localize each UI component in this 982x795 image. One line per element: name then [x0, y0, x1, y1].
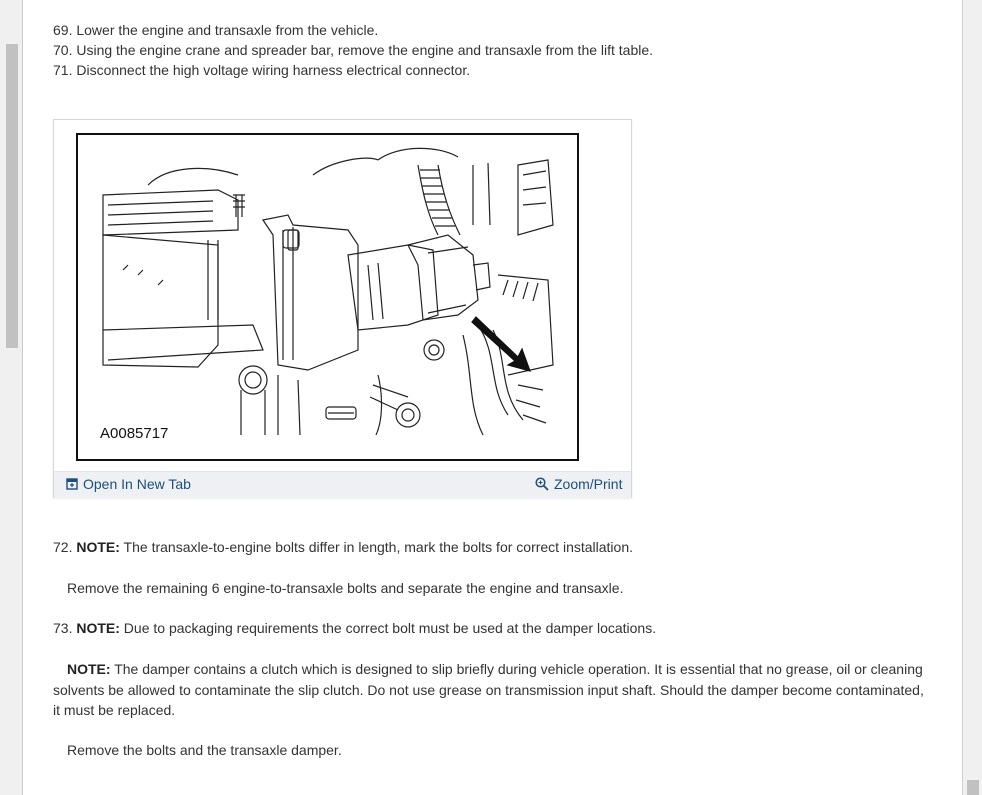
step-73-note2-label: NOTE:: [67, 661, 111, 677]
open-in-new-tab-label: Open In New Tab: [83, 476, 191, 492]
step-69: 69. Lower the engine and transaxle from the vehicle.: [53, 22, 379, 38]
open-new-tab-icon: [66, 478, 78, 490]
right-scrollbar-thumb[interactable]: [967, 780, 979, 795]
zoom-magnifier-icon: [535, 477, 549, 491]
open-in-new-tab-link[interactable]: [66, 476, 191, 492]
left-scrollbar-thumb[interactable]: [6, 44, 18, 348]
step-72-note: [53, 537, 633, 557]
step-72-note-text: The transaxle-to-engine bolts differ in length, mark the bolts for correct installation.: [119, 539, 633, 555]
step-73-note2-text1: The damper contains a clutch which is designed to slip briefly during vehicle operation. It is essential that no grease, oil or cleaning: [110, 661, 923, 677]
step-73-note2-line2: solvents be allowed to contaminate the slip clutch. Do not use grease on transmission input shaft. Should the damper become contaminated,: [53, 682, 924, 698]
figure-code: A0085717: [100, 425, 169, 442]
step-73-note2-line1: [67, 659, 923, 679]
step-72-note-label: NOTE:: [76, 539, 120, 555]
figure-toolbar: [54, 471, 631, 498]
step-70: 70. Using the engine crane and spreader bar, remove the engine and transaxle from the lift table.: [53, 42, 654, 58]
step-72-number: 72.: [53, 539, 73, 555]
figure-card: [53, 119, 632, 498]
step-71: 71. Disconnect the high voltage wiring harness electrical connector.: [53, 62, 471, 78]
left-scrollbar[interactable]: [0, 0, 23, 795]
figure-image: [76, 133, 579, 461]
step-73-number: 73.: [53, 620, 73, 636]
right-scrollbar[interactable]: [962, 0, 982, 795]
step-73-note-text: Due to packaging requirements the correct bolt must be used at the damper locations.: [119, 620, 657, 636]
zoom-print-label: Zoom/Print: [554, 476, 623, 492]
step-73-note-label: NOTE:: [76, 620, 120, 636]
step-73-text: Remove the bolts and the transaxle damper.: [67, 742, 342, 758]
zoom-print-link[interactable]: [535, 476, 622, 492]
engine-connector-illustration: [78, 135, 577, 459]
step-72-text: Remove the remaining 6 engine-to-transaxle bolts and separate the engine and transaxle.: [67, 580, 624, 596]
step-73-note2-line3: it must be replaced.: [53, 702, 176, 718]
step-73-note: [53, 618, 656, 638]
